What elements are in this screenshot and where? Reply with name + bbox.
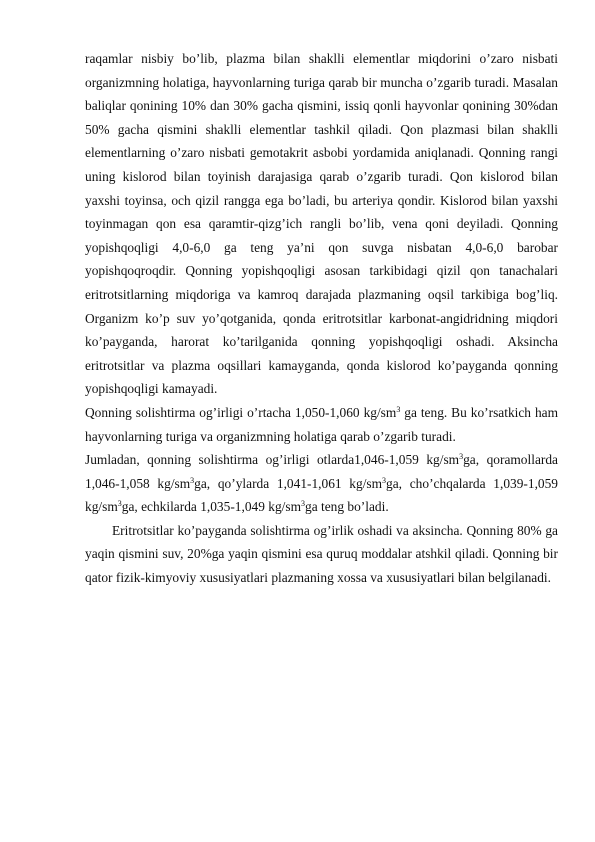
superscript: 3 [382,475,387,485]
paragraph-erythrocytes: Eritrotsitlar ko’payganda solishtirma og’irlik oshadi va aksincha. Qonning 80% ga yaqin qismini suv, 20%ga yaqin qismini esa quruq moddalar atshkil qiladi. Qonning bir qator fizik-kimyoviy xususiyatlari plazmaning xossa va xususiyatlari bilan belgilanadi. [85,522,558,586]
superscript: 3 [117,499,122,509]
species-value-horses: Jumladan, qonning solishtirma og’irligi otlarda1,046-1,059 kg/sm [85,452,460,468]
superscript: 3 [190,475,195,485]
species-value-pigs: ga, cho’chqalarda 1,039-1,059 kg/sm [85,475,558,515]
superscript: 3 [459,452,464,462]
paragraph-specific-gravity [85,401,558,448]
superscript: 3 [301,499,305,509]
species-value-end: ga teng bo’ladi. [305,499,389,515]
species-value-sheep: ga, qo’ylarda 1,041-1,061 kg/sm [194,475,383,491]
specific-gravity-text: Qonning solishtirma og’irligi o’rtacha 1,050-1,060 kg/sm [85,404,397,420]
specific-gravity-text-cont: ga teng. Bu ko’rsatkich ham hayvonlarning turiga va organizmning holatiga qarab o’zgarib turadi. [85,404,558,444]
document-page [85,47,558,590]
paragraph-blood-composition: raqamlar nisbiy bo’lib, plazma bilan shaklli elementlar miqdorini o’zaro nisbati organizmning holatiga, hayvonlarning turiga qarab bir muncha o’zgarib turadi. Masalan baliqlar qonining 10% dan 30% gacha qismini, issiq qonli hayvonlar qonining 30%dan 50% gacha qismini shaklli elementlar tashkil qiladi. Qon plazmasi bilan shaklli elementlarning o’zaro nisbati gemotakrit asbobi yordamida aniqlanadi. Qonning rangi uning kislorod bilan toyinish darajasiga qarab o’zgarib turadi. Qon kislorod bilan yaxshi toyinsa, och qizil rangga ega bo’ladi, bu arteriya qondir. Kislorod bilan yaxshi toyinmagan qon esa qaramtir-qizg’ich rangli bo’lib, vena qoni deyiladi. Qonning yopishqoqligi 4,0-6,0 ga teng ya’ni qon suvga nisbatan 4,0-6,0 barobar yopishqoqroqdir. Qonning yopishqoqligi asosan tarkibidagi qizil qon tanachalari eritrotsitlarning miqdoriga va kamroq darajada plazmaning oqsil tarkibiga bog’liq. Organizm ko’p suv yo’qotganida, qonda eritrotsitlar karbonat-angidridning miqdori ko’payganda, harorat ko’tarilganida qonning yopishqoqligi oshadi. Aksincha eritrotsitlar va plazma oqsillari kamayganda, qonda kislorod ko’payganda qonning yopishqoqligi kamayadi. [85,51,558,397]
paragraph-species-values [85,448,558,519]
species-value-cattle: ga, qoramollarda 1,046-1,058 kg/sm [85,452,558,491]
species-value-goats: ga, echkilarda 1,035-1,049 kg/sm [121,499,301,515]
superscript: 3 [396,404,401,414]
